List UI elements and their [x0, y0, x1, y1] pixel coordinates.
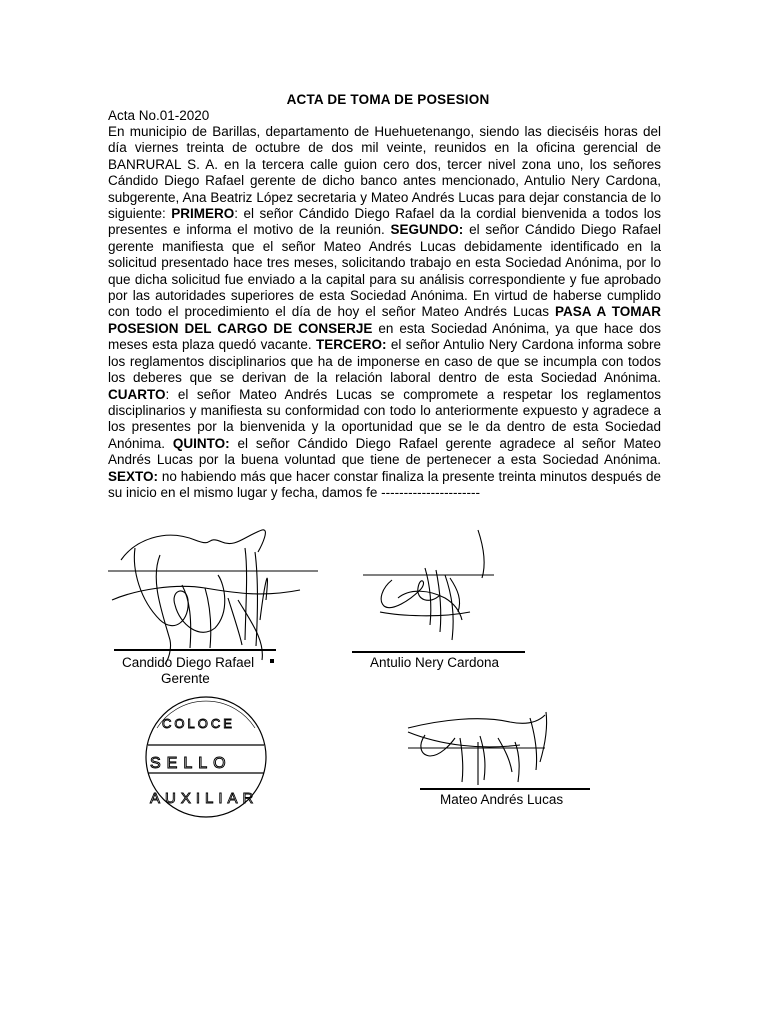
- document-title: ACTA DE TOMA DE POSESION: [286, 92, 490, 107]
- body-bold-run: PASA A TOMAR POSESION DEL CARGO DE CONSERJE: [108, 304, 661, 336]
- signer-name-conserje: Mateo Andrés Lucas: [440, 792, 564, 807]
- body-text-run: en esta Sociedad Anónima, ya que hace dos meses esta plaza quedó vacante.: [108, 320, 661, 353]
- acta-number: Acta No.01-2020: [108, 108, 210, 123]
- body-text-run: : el señor Cándido Diego Rafael da la cordial bienvenida a todos los presentes e informa el motivo de la reunión.: [108, 206, 662, 238]
- signature-subgerente: [363, 530, 494, 640]
- seal-bottom-text: AUXILIAR: [150, 790, 259, 807]
- signature-conserje: [408, 712, 547, 785]
- signature-line-gerente: [114, 649, 276, 651]
- signer-name-subgerente: Antulio Nery Cardona: [370, 655, 500, 670]
- body-bold-run: TERCERO:: [316, 337, 387, 353]
- body-bold-run: PRIMERO: [171, 206, 235, 222]
- body-text-run: el señor Cándido Diego Rafael gerente agradece al señor Mateo Andrés Lucas por la buena voluntad que tiene de pertenecer a esta Sociedad Anónima.: [108, 435, 661, 468]
- signature-gerente: [108, 530, 318, 664]
- body-text-run: el señor Cándido Diego Rafael gerente manifiesta que el señor Mateo Andrés Lucas debidamente identificado en la solicitud presentado hace tres meses, solicitando trabajo en esta Sociedad Anónima, por lo que dicha solicitud fue enviado a la capital para su análisis correspondiente y fue aprobado por las autoridades superiores de esta Sociedad Anónima. En virtud de haberse cumplido con todo el procedimiento el día de hoy el señor Mateo Andrés Lucas: [108, 222, 661, 320]
- stamp-seal: [146, 697, 266, 817]
- body-bold-run: CUARTO: [108, 386, 166, 402]
- signer-title-gerente: Gerente: [161, 671, 210, 686]
- period-mark: [270, 659, 274, 663]
- body-text-run: En municipio de Barillas, departamento de Huehuetenango, siendo las dieciséis horas del día viernes treinta de octubre de dos mil veinte, reunidos en la oficina gerencial de BANRURAL S. A. en la tercera calle guion cero dos, tercer nivel zona uno, los señores Cándido Diego Rafael gerente de dicho banco antes mencionado, Antulio Nery Cardona, subgerente, Ana Beatriz López secretaria y Mateo Andrés Lucas para dejar constancia de lo siguiente:: [108, 124, 661, 222]
- body-text-run: : el señor Mateo Andrés Lucas se compromete a respetar los reglamentos disciplinarios y manifiesta su conformidad con todo lo anteriormente expuesto y agradece a los presentes por la bienvenida y la oportunidad que se le da dentro de esta Sociedad Anónima.: [108, 386, 661, 451]
- signer-name-gerente: Candido Diego Rafael: [122, 655, 255, 670]
- body-text-run: el señor Antulio Nery Cardona informa sobre los reglamentos disciplinarios que ha de imponerse en caso de que se incumpla con todos los deberes que se derivan de la relación laboral dentro de esta Sociedad Anónima.: [108, 337, 661, 386]
- signature-line-subgerente: [352, 651, 525, 653]
- seal-middle-text: SELLO: [150, 755, 232, 772]
- signature-line-conserje: [420, 788, 590, 790]
- seal-top-text: COLOCE: [162, 716, 235, 731]
- body-text-run: no habiendo más que hacer constar finaliza la presente treinta minutos después de su inicio en el mismo lugar y fecha, damos fe ----------------------: [108, 468, 661, 500]
- body-bold-run: QUINTO:: [172, 435, 230, 451]
- body-bold-run: SEXTO:: [108, 468, 159, 484]
- body-bold-run: SEGUNDO:: [390, 222, 464, 238]
